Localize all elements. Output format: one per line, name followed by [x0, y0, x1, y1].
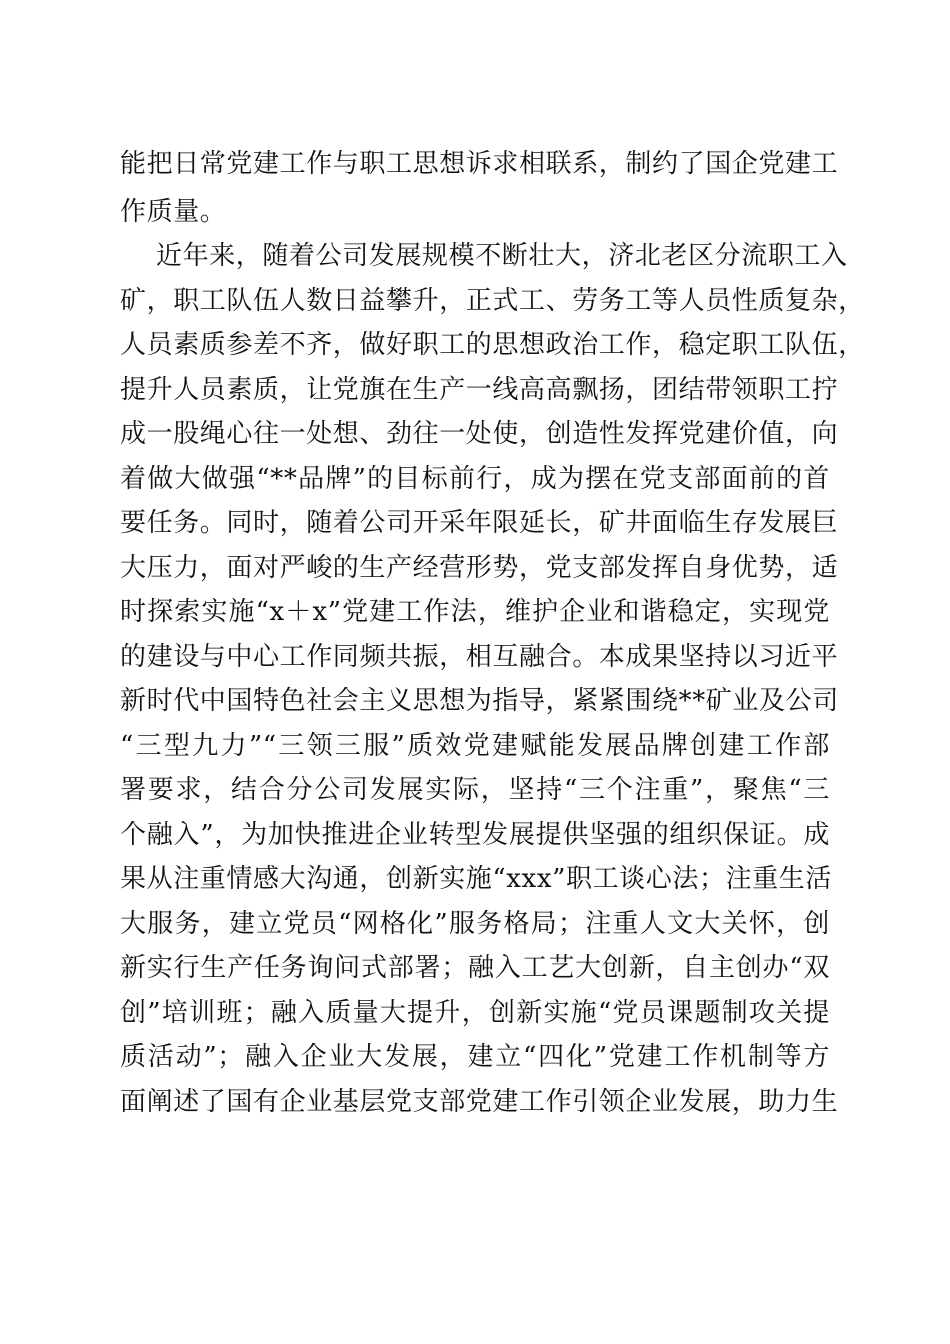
paragraph-2-line-1: 近年来，随着公司发展规模不断壮大，济北老区分流职工入	[156, 241, 848, 271]
paragraph-2-line-5: 成一股绳心往一处想、劲往一处使，创造性发挥党建价值，向	[120, 419, 839, 449]
paragraph-2-line-11: 新时代中国特色社会主义思想为指导，紧紧围绕**矿业及公司	[120, 686, 839, 716]
paragraph-2-line-10: 的建设与中心工作同频共振，相互融合。本成果坚持以习近平	[120, 642, 839, 672]
paragraph-2-line-13: 署要求，结合分公司发展实际，坚持“三个注重”，聚焦“三	[120, 775, 830, 805]
paragraph-2-line-12: “三型九力”“三领三服”质效党建赋能发展品牌创建工作部	[120, 731, 830, 761]
paragraph-1-line-1: 能把日常党建工作与职工思想诉求相联系，制约了国企党建工	[120, 149, 839, 179]
paragraph-2-line-9: 时探索实施“x＋x”党建工作法，维护企业和谐稳定，实现党	[120, 597, 830, 627]
paragraph-2-line-20: 面阐述了国有企业基层党支部党建工作引领企业发展，助力生	[120, 1087, 839, 1117]
paragraph-2-line-7: 要任务。同时，随着公司开采年限延长，矿井面临生存发展巨	[120, 508, 839, 538]
paragraph-2-line-16: 大服务，建立党员“网格化”服务格局；注重人文大关怀，创	[120, 909, 830, 939]
paragraph-2-line-2: 矿，职工队伍人数日益攀升，正式工、劳务工等人员性质复杂，	[120, 286, 865, 316]
paragraph-2-line-15: 果从注重情感大沟通，创新实施“xxx”职工谈心法；注重生活	[120, 864, 832, 894]
paragraph-2-line-4: 提升人员素质，让党旗在生产一线高高飘扬，团结带领职工拧	[120, 375, 839, 405]
paragraph-1-line-2: 作质量。	[120, 197, 227, 227]
paragraph-2-line-14: 个融入”，为加快推进企业转型发展提供坚强的组织保证。成	[120, 820, 830, 850]
paragraph-2-line-19: 质活动”；融入企业大发展，建立“四化”党建工作机制等方	[120, 1042, 830, 1072]
paragraph-2-line-17: 新实行生产任务询问式部署；融入工艺大创新，自主创办“双	[120, 953, 830, 983]
paragraph-2-line-6: 着做大做强“**品牌”的目标前行，成为摆在党支部面前的首	[120, 464, 830, 494]
paragraph-2-line-18: 创”培训班；融入质量大提升，创新实施“党员课题制攻关提	[120, 998, 830, 1028]
paragraph-2-line-8: 大压力，面对严峻的生产经营形势，党支部发挥自身优势，适	[120, 553, 839, 583]
paragraph-2-line-3: 人员素质参差不齐，做好职工的思想政治工作，稳定职工队伍，	[120, 330, 865, 360]
